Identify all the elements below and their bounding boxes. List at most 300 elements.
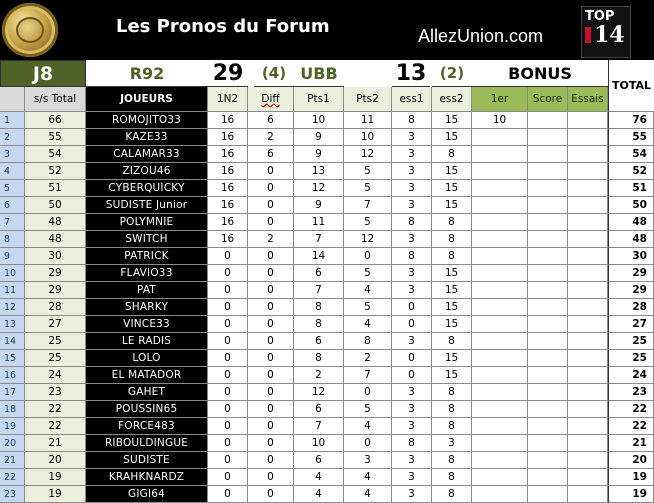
ess1-cell: 3 [392,333,432,350]
n12-cell: 0 [208,333,248,350]
pts2-cell: 5 [344,163,392,180]
bonus-essais-cell [568,197,608,214]
ess1-cell: 3 [392,384,432,401]
bonus-essais-cell [568,333,608,350]
ess2-cell: 8 [432,248,472,265]
bonus-score-cell [528,231,568,248]
col-bonus-essais: Essais [568,87,608,112]
home-team: R92 [86,60,208,87]
col-bonus-score: Score [528,87,568,112]
ess2-cell: 8 [432,452,472,469]
journee-label: J8 [0,60,86,87]
pts1-cell: 6 [294,401,344,418]
ess1-cell: 3 [392,146,432,163]
total-cell: 20 [608,452,654,469]
bonus-essais-cell [568,163,608,180]
pts2-cell: 7 [344,367,392,384]
ss-total-cell: 21 [25,435,86,452]
bonus-essais-cell [568,384,608,401]
ss-total-cell: 55 [25,129,86,146]
rank-cell: 2 [0,129,25,146]
n12-cell: 0 [208,248,248,265]
ss-total-cell: 23 [25,384,86,401]
n12-cell: 0 [208,350,248,367]
bonus-essais-cell [568,418,608,435]
bonus-essais-cell [568,248,608,265]
rank-cell: 17 [0,384,25,401]
diff-cell: 0 [248,214,294,231]
bonus-score-cell [528,129,568,146]
bonus-1er-cell [472,197,528,214]
ss-total-cell: 50 [25,197,86,214]
ess1-cell: 3 [392,469,432,486]
ss-total-cell: 48 [25,214,86,231]
total-cell: 51 [608,180,654,197]
bonus-1er-cell [472,265,528,282]
n12-cell: 0 [208,435,248,452]
player-name: ROMOJITO33 [86,112,208,129]
total-cell: 52 [608,163,654,180]
bonus-essais-cell [568,265,608,282]
ess2-cell: 8 [432,401,472,418]
pts1-cell: 13 [294,163,344,180]
total-cell: 22 [608,418,654,435]
bonus-1er-cell [472,384,528,401]
bonus-1er-cell [472,282,528,299]
player-name: FORCE483 [86,418,208,435]
bonus-1er-cell [472,350,528,367]
bonus-1er-cell [472,486,528,503]
pts2-cell: 0 [344,435,392,452]
total-cell: 21 [608,435,654,452]
ess2-cell: 15 [432,129,472,146]
player-name: POLYMNIE [86,214,208,231]
ess2-cell: 8 [432,231,472,248]
n12-cell: 0 [208,469,248,486]
diff-cell: 0 [248,367,294,384]
pts1-cell: 12 [294,384,344,401]
bonus-score-cell [528,112,568,129]
bonus-1er-cell [472,452,528,469]
n12-cell: 0 [208,452,248,469]
ss-total-cell: 48 [25,231,86,248]
total-cell: 48 [608,231,654,248]
bonus-essais-cell [568,112,608,129]
total-cell: 28 [608,299,654,316]
ss-total-cell: 22 [25,401,86,418]
diff-cell: 0 [248,350,294,367]
total-cell: 76 [608,112,654,129]
bonus-score-cell [528,452,568,469]
bonus-essais-cell [568,299,608,316]
diff-cell: 0 [248,282,294,299]
ess2-cell: 8 [432,214,472,231]
bonus-1er-cell [472,367,528,384]
total-cell: 24 [608,367,654,384]
ess2-cell: 15 [432,367,472,384]
ss-total-cell: 22 [25,418,86,435]
pts2-cell: 5 [344,214,392,231]
player-name: ZIZOU46 [86,163,208,180]
bonus-1er-cell [472,316,528,333]
ess1-cell: 3 [392,401,432,418]
bonus-essais-cell [568,469,608,486]
pts1-cell: 9 [294,197,344,214]
bonus-essais-cell [568,282,608,299]
ess1-cell: 0 [392,299,432,316]
diff-cell: 0 [248,163,294,180]
n12-cell: 16 [208,231,248,248]
pts2-cell: 5 [344,265,392,282]
bonus-score-cell [528,367,568,384]
rank-cell: 3 [0,146,25,163]
bonus-score-cell [528,435,568,452]
bonus-score-cell [528,384,568,401]
bonus-essais-cell [568,214,608,231]
player-name: CALAMAR33 [86,146,208,163]
diff-cell: 0 [248,180,294,197]
bonus-score-cell [528,282,568,299]
pts1-cell: 7 [294,231,344,248]
diff-cell: 0 [248,435,294,452]
pts1-cell: 7 [294,282,344,299]
rank-cell: 19 [0,418,25,435]
diff-cell: 0 [248,299,294,316]
bonus-score-cell [528,418,568,435]
pts1-cell: 6 [294,265,344,282]
top14-logo-bar [585,27,591,43]
total-cell: 25 [608,333,654,350]
pts1-cell: 11 [294,214,344,231]
player-name: PAT [86,282,208,299]
player-name: SWITCH [86,231,208,248]
player-name: SHARKY [86,299,208,316]
pts1-cell: 6 [294,333,344,350]
bonus-essais-cell [568,146,608,163]
rank-cell: 1 [0,112,25,129]
ess1-cell: 8 [392,214,432,231]
col-ess2: ess2 [432,87,472,112]
rank-cell: 23 [0,486,25,503]
header-banner [0,0,654,60]
ss-total-cell: 28 [25,299,86,316]
bonus-score-cell [528,197,568,214]
diff-cell: 0 [248,452,294,469]
ss-total-cell: 25 [25,350,86,367]
bonus-1er-cell [472,146,528,163]
bonus-essais-cell [568,401,608,418]
bonus-score-cell [528,486,568,503]
pts1-cell: 6 [294,452,344,469]
player-name: GAHET [86,384,208,401]
rank-cell: 22 [0,469,25,486]
rank-cell: 11 [0,282,25,299]
bonus-1er-cell [472,231,528,248]
away-score: 13 [392,60,430,87]
top14-logo-number: 14 [594,22,625,48]
col-ess1: ess1 [392,87,432,112]
rank-cell: 10 [0,265,25,282]
ess2-cell: 3 [432,435,472,452]
player-name: POUSSIN65 [86,401,208,418]
bonus-score-cell [528,180,568,197]
ess2-cell: 8 [432,333,472,350]
bonus-essais-cell [568,316,608,333]
ss-total-cell: 54 [25,146,86,163]
rank-cell: 5 [0,180,25,197]
pts2-cell: 4 [344,418,392,435]
bonus-essais-cell [568,435,608,452]
diff-cell: 0 [248,197,294,214]
pts2-cell: 5 [344,180,392,197]
bonus-score-cell [528,299,568,316]
ess1-cell: 3 [392,180,432,197]
pts1-cell: 8 [294,350,344,367]
bonus-1er-cell [472,401,528,418]
pts2-cell: 7 [344,197,392,214]
ess2-cell: 15 [432,112,472,129]
col-pts1: Pts1 [294,87,344,112]
ess1-cell: 3 [392,282,432,299]
diff-cell: 0 [248,384,294,401]
ess1-cell: 3 [392,163,432,180]
pts2-cell: 4 [344,316,392,333]
ess1-cell: 3 [392,197,432,214]
pts2-cell: 2 [344,350,392,367]
col-bonus-1er: 1er [472,87,528,112]
ss-total-cell: 20 [25,452,86,469]
pts2-cell: 4 [344,469,392,486]
col-joueurs: JOUEURS [86,87,208,112]
total-cell: 27 [608,316,654,333]
ss-total-cell: 29 [25,282,86,299]
pts2-cell: 5 [344,299,392,316]
ess2-cell: 8 [432,146,472,163]
player-name: LOLO [86,350,208,367]
rank-cell: 16 [0,367,25,384]
ess1-cell: 3 [392,452,432,469]
diff-cell: 6 [248,146,294,163]
bonus-label: BONUS [472,60,608,87]
pts1-cell: 12 [294,180,344,197]
total-cell: 29 [608,282,654,299]
player-name: FLAVIO33 [86,265,208,282]
player-name: EL MATADOR [86,367,208,384]
bonus-score-cell [528,265,568,282]
pts1-cell: 9 [294,129,344,146]
n12-cell: 16 [208,112,248,129]
bonus-score-cell [528,163,568,180]
bonus-1er-cell [472,333,528,350]
top14-logo-text: TOP [585,9,615,24]
player-name: SUDISTE Junior [86,197,208,214]
ess2-cell: 15 [432,197,472,214]
ess1-cell: 8 [392,435,432,452]
diff-cell: 0 [248,316,294,333]
n12-cell: 16 [208,180,248,197]
diff-cell: 0 [248,418,294,435]
total-cell: 19 [608,469,654,486]
ess2-cell: 15 [432,316,472,333]
ess2-cell: 8 [432,418,472,435]
n12-cell: 0 [208,486,248,503]
col-ss-total: s/s Total [25,87,86,112]
ess1-cell: 3 [392,486,432,503]
player-name: RIBOULDINGUE [86,435,208,452]
bonus-essais-cell [568,129,608,146]
diff-cell: 0 [248,248,294,265]
ess1-cell: 0 [392,316,432,333]
bonus-essais-cell [568,180,608,197]
page-title: Les Pronos du Forum [116,16,330,37]
n12-cell: 0 [208,282,248,299]
ss-total-cell: 19 [25,469,86,486]
diff-cell: 6 [248,112,294,129]
pts1-cell: 14 [294,248,344,265]
bonus-1er-cell [472,469,528,486]
pts2-cell: 4 [344,282,392,299]
bonus-essais-cell [568,367,608,384]
ess1-cell: 8 [392,112,432,129]
pts1-cell: 4 [294,469,344,486]
ess2-cell: 15 [432,265,472,282]
top14-logo [581,6,631,58]
total-cell: 50 [608,197,654,214]
rank-cell: 8 [0,231,25,248]
pts2-cell: 5 [344,401,392,418]
total-label: TOTAL [608,60,654,112]
ss-total-cell: 25 [25,333,86,350]
ess2-cell: 15 [432,180,472,197]
diff-cell: 2 [248,231,294,248]
col-rank [0,87,25,112]
pts2-cell: 0 [344,384,392,401]
pts1-cell: 8 [294,316,344,333]
ss-total-cell: 66 [25,112,86,129]
ss-total-cell: 24 [25,367,86,384]
ss-total-cell: 29 [25,265,86,282]
rank-cell: 14 [0,333,25,350]
diff-cell: 0 [248,486,294,503]
rank-cell: 20 [0,435,25,452]
n12-cell: 0 [208,367,248,384]
ess2-cell: 15 [432,163,472,180]
diff-cell: 0 [248,333,294,350]
gold-coin-logo [2,3,58,57]
pts1-cell: 4 [294,486,344,503]
rank-cell: 21 [0,452,25,469]
bonus-1er-cell: 10 [472,112,528,129]
ess2-cell: 15 [432,299,472,316]
ess2-cell: 15 [432,350,472,367]
player-name: VINCE33 [86,316,208,333]
ss-total-cell: 52 [25,163,86,180]
bonus-1er-cell [472,418,528,435]
n12-cell: 0 [208,316,248,333]
rank-cell: 18 [0,401,25,418]
player-name: KAZE33 [86,129,208,146]
pts2-cell: 10 [344,129,392,146]
pts2-cell: 11 [344,112,392,129]
bonus-1er-cell [472,248,528,265]
total-cell: 30 [608,248,654,265]
total-cell: 19 [608,486,654,503]
player-name: GIGI64 [86,486,208,503]
pts1-cell: 10 [294,112,344,129]
total-cell: 25 [608,350,654,367]
col-pts2: Pts2 [344,87,392,112]
rank-cell: 13 [0,316,25,333]
n12-cell: 0 [208,418,248,435]
pts2-cell: 12 [344,146,392,163]
pts1-cell: 9 [294,146,344,163]
diff-cell: 0 [248,469,294,486]
bonus-score-cell [528,248,568,265]
bonus-score-cell [528,401,568,418]
col-diff: Diff [248,87,294,112]
ss-total-cell: 27 [25,316,86,333]
player-name: PATRICK [86,248,208,265]
coin-center [16,17,44,43]
rank-cell: 15 [0,350,25,367]
ess1-cell: 3 [392,129,432,146]
ss-total-cell: 19 [25,486,86,503]
rank-cell: 9 [0,248,25,265]
player-name: CYBERQUICKY [86,180,208,197]
home-score: 29 [208,60,248,87]
n12-cell: 16 [208,163,248,180]
pts1-cell: 2 [294,367,344,384]
bonus-1er-cell [472,299,528,316]
bonus-1er-cell [472,180,528,197]
total-cell: 29 [608,265,654,282]
n12-cell: 0 [208,299,248,316]
ess2-cell: 8 [432,469,472,486]
player-name: SUDISTE [86,452,208,469]
bonus-1er-cell [472,163,528,180]
diff-cell: 2 [248,129,294,146]
bonus-score-cell [528,333,568,350]
pts2-cell: 0 [344,248,392,265]
bonus-score-cell [528,469,568,486]
rank-cell: 6 [0,197,25,214]
n12-cell: 16 [208,214,248,231]
bonus-1er-cell [472,435,528,452]
ss-total-cell: 51 [25,180,86,197]
pts1-cell: 7 [294,418,344,435]
total-cell: 54 [608,146,654,163]
ess2-cell: 8 [432,384,472,401]
total-cell: 48 [608,214,654,231]
n12-cell: 16 [208,129,248,146]
pts2-cell: 12 [344,231,392,248]
diff-cell: 0 [248,401,294,418]
bonus-1er-cell [472,214,528,231]
ess1-cell: 8 [392,248,432,265]
pts2-cell: 3 [344,452,392,469]
bonus-essais-cell [568,231,608,248]
n12-cell: 16 [208,197,248,214]
n12-cell: 0 [208,265,248,282]
bonus-score-cell [528,316,568,333]
site-name: AllezUnion.com [418,26,544,46]
n12-cell: 0 [208,384,248,401]
pts1-cell: 8 [294,299,344,316]
player-name: KRAHKNARDZ [86,469,208,486]
player-name: LE RADIS [86,333,208,350]
ss-total-cell: 30 [25,248,86,265]
bonus-essais-cell [568,486,608,503]
